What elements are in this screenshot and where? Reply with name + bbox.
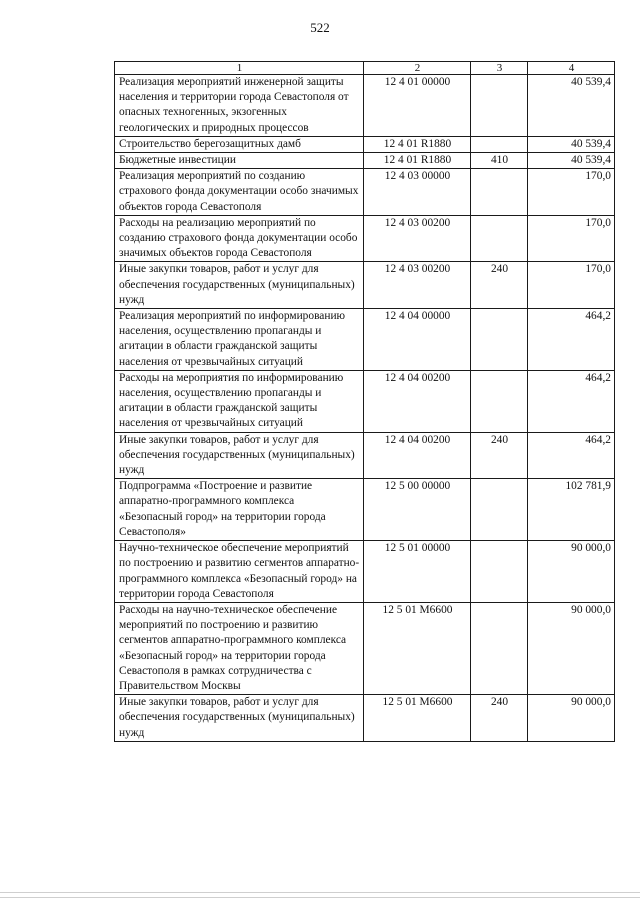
column-header-code: 2 (364, 62, 471, 75)
row-name: Подпрограмма «Построение и развитие аппаратно-программного комплекса «Безопасный город» на территории города Севастополя» (115, 479, 364, 541)
table-row (115, 75, 615, 137)
row-code: 12 4 03 00200 (364, 215, 471, 262)
row-code: 12 4 04 00000 (364, 309, 471, 371)
row-name: Реализация мероприятий по созданию страхового фонда документации особо значимых объектов города Севастополя (115, 169, 364, 216)
row-code: 12 4 03 00000 (364, 169, 471, 216)
table-row (115, 309, 615, 371)
scan-edge-line (0, 897, 640, 898)
row-amount: 170,0 (528, 215, 615, 262)
row-code: 12 4 03 00200 (364, 262, 471, 309)
row-amount: 170,0 (528, 169, 615, 216)
row-type (471, 309, 528, 371)
row-name: Бюджетные инвестиции (115, 153, 364, 169)
row-amount: 40 539,4 (528, 75, 615, 137)
row-type (471, 215, 528, 262)
row-code: 12 5 01 00000 (364, 541, 471, 603)
row-amount: 464,2 (528, 309, 615, 371)
row-amount: 102 781,9 (528, 479, 615, 541)
row-amount: 464,2 (528, 432, 615, 479)
row-type: 240 (471, 695, 528, 742)
row-name: Расходы на мероприятия по информированию населения, осуществлению пропаганды и агитации в области гражданской защиты населения от чрезвычайных ситуаций (115, 370, 364, 432)
row-name: Реализация мероприятий инженерной защиты населения и территории города Севастополя от опасных техногенных, экзогенных геологических и природных процессов (115, 75, 364, 137)
table-row (115, 262, 615, 309)
row-code: 12 4 01 R1880 (364, 136, 471, 152)
table-header-row (115, 62, 615, 75)
row-name: Иные закупки товаров, работ и услуг для обеспечения государственных (муниципальных) нужд (115, 262, 364, 309)
column-header-type: 3 (471, 62, 528, 75)
row-amount: 40 539,4 (528, 136, 615, 152)
budget-table (114, 61, 615, 742)
row-type: 410 (471, 153, 528, 169)
table-row (115, 541, 615, 603)
row-type (471, 541, 528, 603)
row-amount: 170,0 (528, 262, 615, 309)
row-code: 12 4 01 00000 (364, 75, 471, 137)
row-amount: 40 539,4 (528, 153, 615, 169)
table-row (115, 169, 615, 216)
row-type (471, 370, 528, 432)
row-type (471, 136, 528, 152)
row-amount: 90 000,0 (528, 541, 615, 603)
table-row (115, 153, 615, 169)
row-code: 12 5 01 M6600 (364, 602, 471, 694)
table-row (115, 602, 615, 694)
row-amount: 90 000,0 (528, 602, 615, 694)
row-code: 12 4 04 00200 (364, 432, 471, 479)
row-type: 240 (471, 262, 528, 309)
table-row (115, 695, 615, 742)
table-row (115, 215, 615, 262)
row-amount: 464,2 (528, 370, 615, 432)
row-type (471, 602, 528, 694)
row-type (471, 479, 528, 541)
row-code: 12 5 00 00000 (364, 479, 471, 541)
row-name: Реализация мероприятий по информированию населения, осуществлению пропаганды и агитации в области гражданской защиты населения от чрезвычайных ситуаций (115, 309, 364, 371)
row-code: 12 4 01 R1880 (364, 153, 471, 169)
row-name: Расходы на научно-техническое обеспечение мероприятий по построению и развитию сегментов аппаратно-программного комплекса «Безопасный город» на территории города Севастополя в рамках сотрудничества с Правительством Москвы (115, 602, 364, 694)
column-header-amount: 4 (528, 62, 615, 75)
page-number: 522 (310, 20, 330, 35)
column-header-name: 1 (115, 62, 364, 75)
table-row (115, 479, 615, 541)
row-name: Иные закупки товаров, работ и услуг для обеспечения государственных (муниципальных) нужд (115, 695, 364, 742)
row-amount: 90 000,0 (528, 695, 615, 742)
scan-edge-line (0, 892, 640, 893)
row-type: 240 (471, 432, 528, 479)
table-row (115, 370, 615, 432)
row-name: Расходы на реализацию мероприятий по созданию страхового фонда документации особо значимых объектов города Севастополя (115, 215, 364, 262)
table-row (115, 136, 615, 152)
table-row (115, 432, 615, 479)
row-name: Строительство берегозащитных дамб (115, 136, 364, 152)
row-type (471, 75, 528, 137)
row-code: 12 4 04 00200 (364, 370, 471, 432)
row-code: 12 5 01 M6600 (364, 695, 471, 742)
row-name: Иные закупки товаров, работ и услуг для обеспечения государственных (муниципальных) нужд (115, 432, 364, 479)
row-name: Научно-техническое обеспечение мероприятий по построению и развитию сегментов аппаратно-программного комплекса «Безопасный город» на территории города Севастополя (115, 541, 364, 603)
row-type (471, 169, 528, 216)
